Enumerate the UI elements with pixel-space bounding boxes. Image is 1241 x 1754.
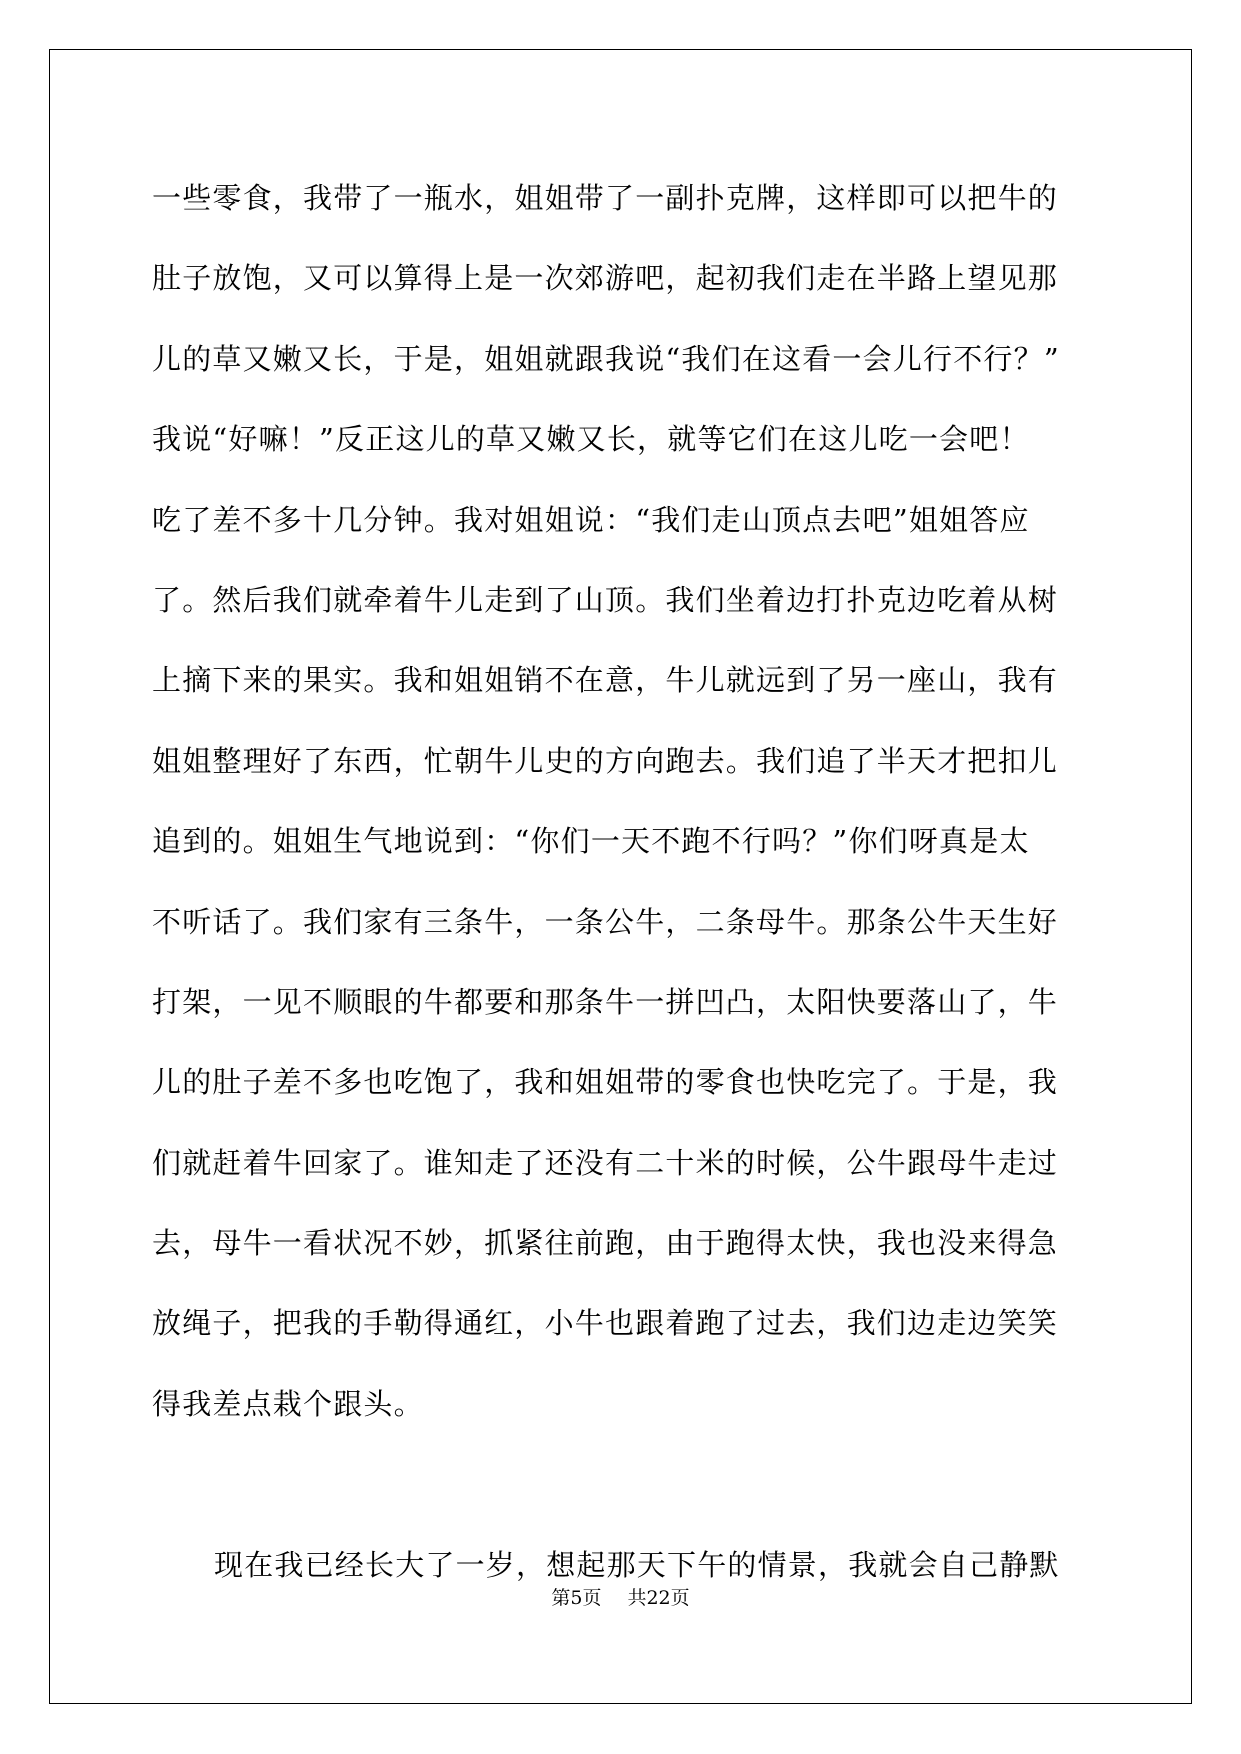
text-line: 儿的肚子差不多也吃饱了，我和姐姐带的零食也快吃完了。于是，我 <box>152 1065 1059 1100</box>
text-line: 得我差点栽个跟头。 <box>152 1386 424 1421</box>
text-line: 不听话了。我们家有三条牛，一条公牛，二条母牛。那条公牛天生好 <box>152 904 1059 939</box>
paragraph-first-line: 现在我已经长大了一岁，想起那天下午的情景，我就会自己静默 <box>214 1547 1060 1582</box>
page-footer <box>0 1583 1241 1610</box>
text-line: 吃了差不多十几分钟。我对姐姐说：“我们走山顶点去吧”姐姐答应 <box>152 502 1030 537</box>
text-line: 儿的草又嫩又长，于是，姐姐就跟我说“我们在这看一会儿行不行？” <box>152 341 1060 376</box>
text-line: 肚子放饱，又可以算得上是一次郊游吧，起初我们走在半路上望见那 <box>152 261 1059 296</box>
text-line: 放绳子，把我的手勒得通红，小牛也跟着跑了过去，我们边走边笑笑 <box>152 1306 1059 1341</box>
document-body <box>152 158 1102 1605</box>
text-line: 追到的。姐姐生气地说到：“你们一天不跑不行吗？”你们呀真是太 <box>152 824 1030 859</box>
text-line: 姐姐整理好了东西，忙朝牛儿史的方向跑去。我们追了半天才把扣儿 <box>152 743 1059 778</box>
text-line: 一些零食，我带了一瓶水，姐姐带了一副扑克牌，这样即可以把牛的 <box>152 181 1059 215</box>
text-line: 们就赶着牛回家了。谁知走了还没有二十米的时候，公牛跟母牛走过 <box>152 1145 1059 1180</box>
paragraph-spacer <box>152 1444 1102 1524</box>
text-line: 我说“好嘛！”反正这儿的草又嫩又长，就等它们在这儿吃一会吧！ <box>152 422 1030 457</box>
page-number: 第5页 <box>551 1587 602 1609</box>
text-line: 打架，一见不顺眼的牛都要和那条牛一拼凹凸，太阳快要落山了，牛 <box>152 984 1059 1019</box>
text-line: 去，母牛一看状况不妙，抓紧往前跑，由于跑得太快，我也没来得急 <box>152 1226 1059 1261</box>
page-total: 共22页 <box>627 1587 690 1609</box>
text-line: 了。然后我们就牵着牛儿走到了山顶。我们坐着边打扑克边吃着从树 <box>152 582 1059 617</box>
text-line: 上摘下来的果实。我和姐姐销不在意，牛儿就远到了另一座山，我有 <box>152 663 1059 698</box>
